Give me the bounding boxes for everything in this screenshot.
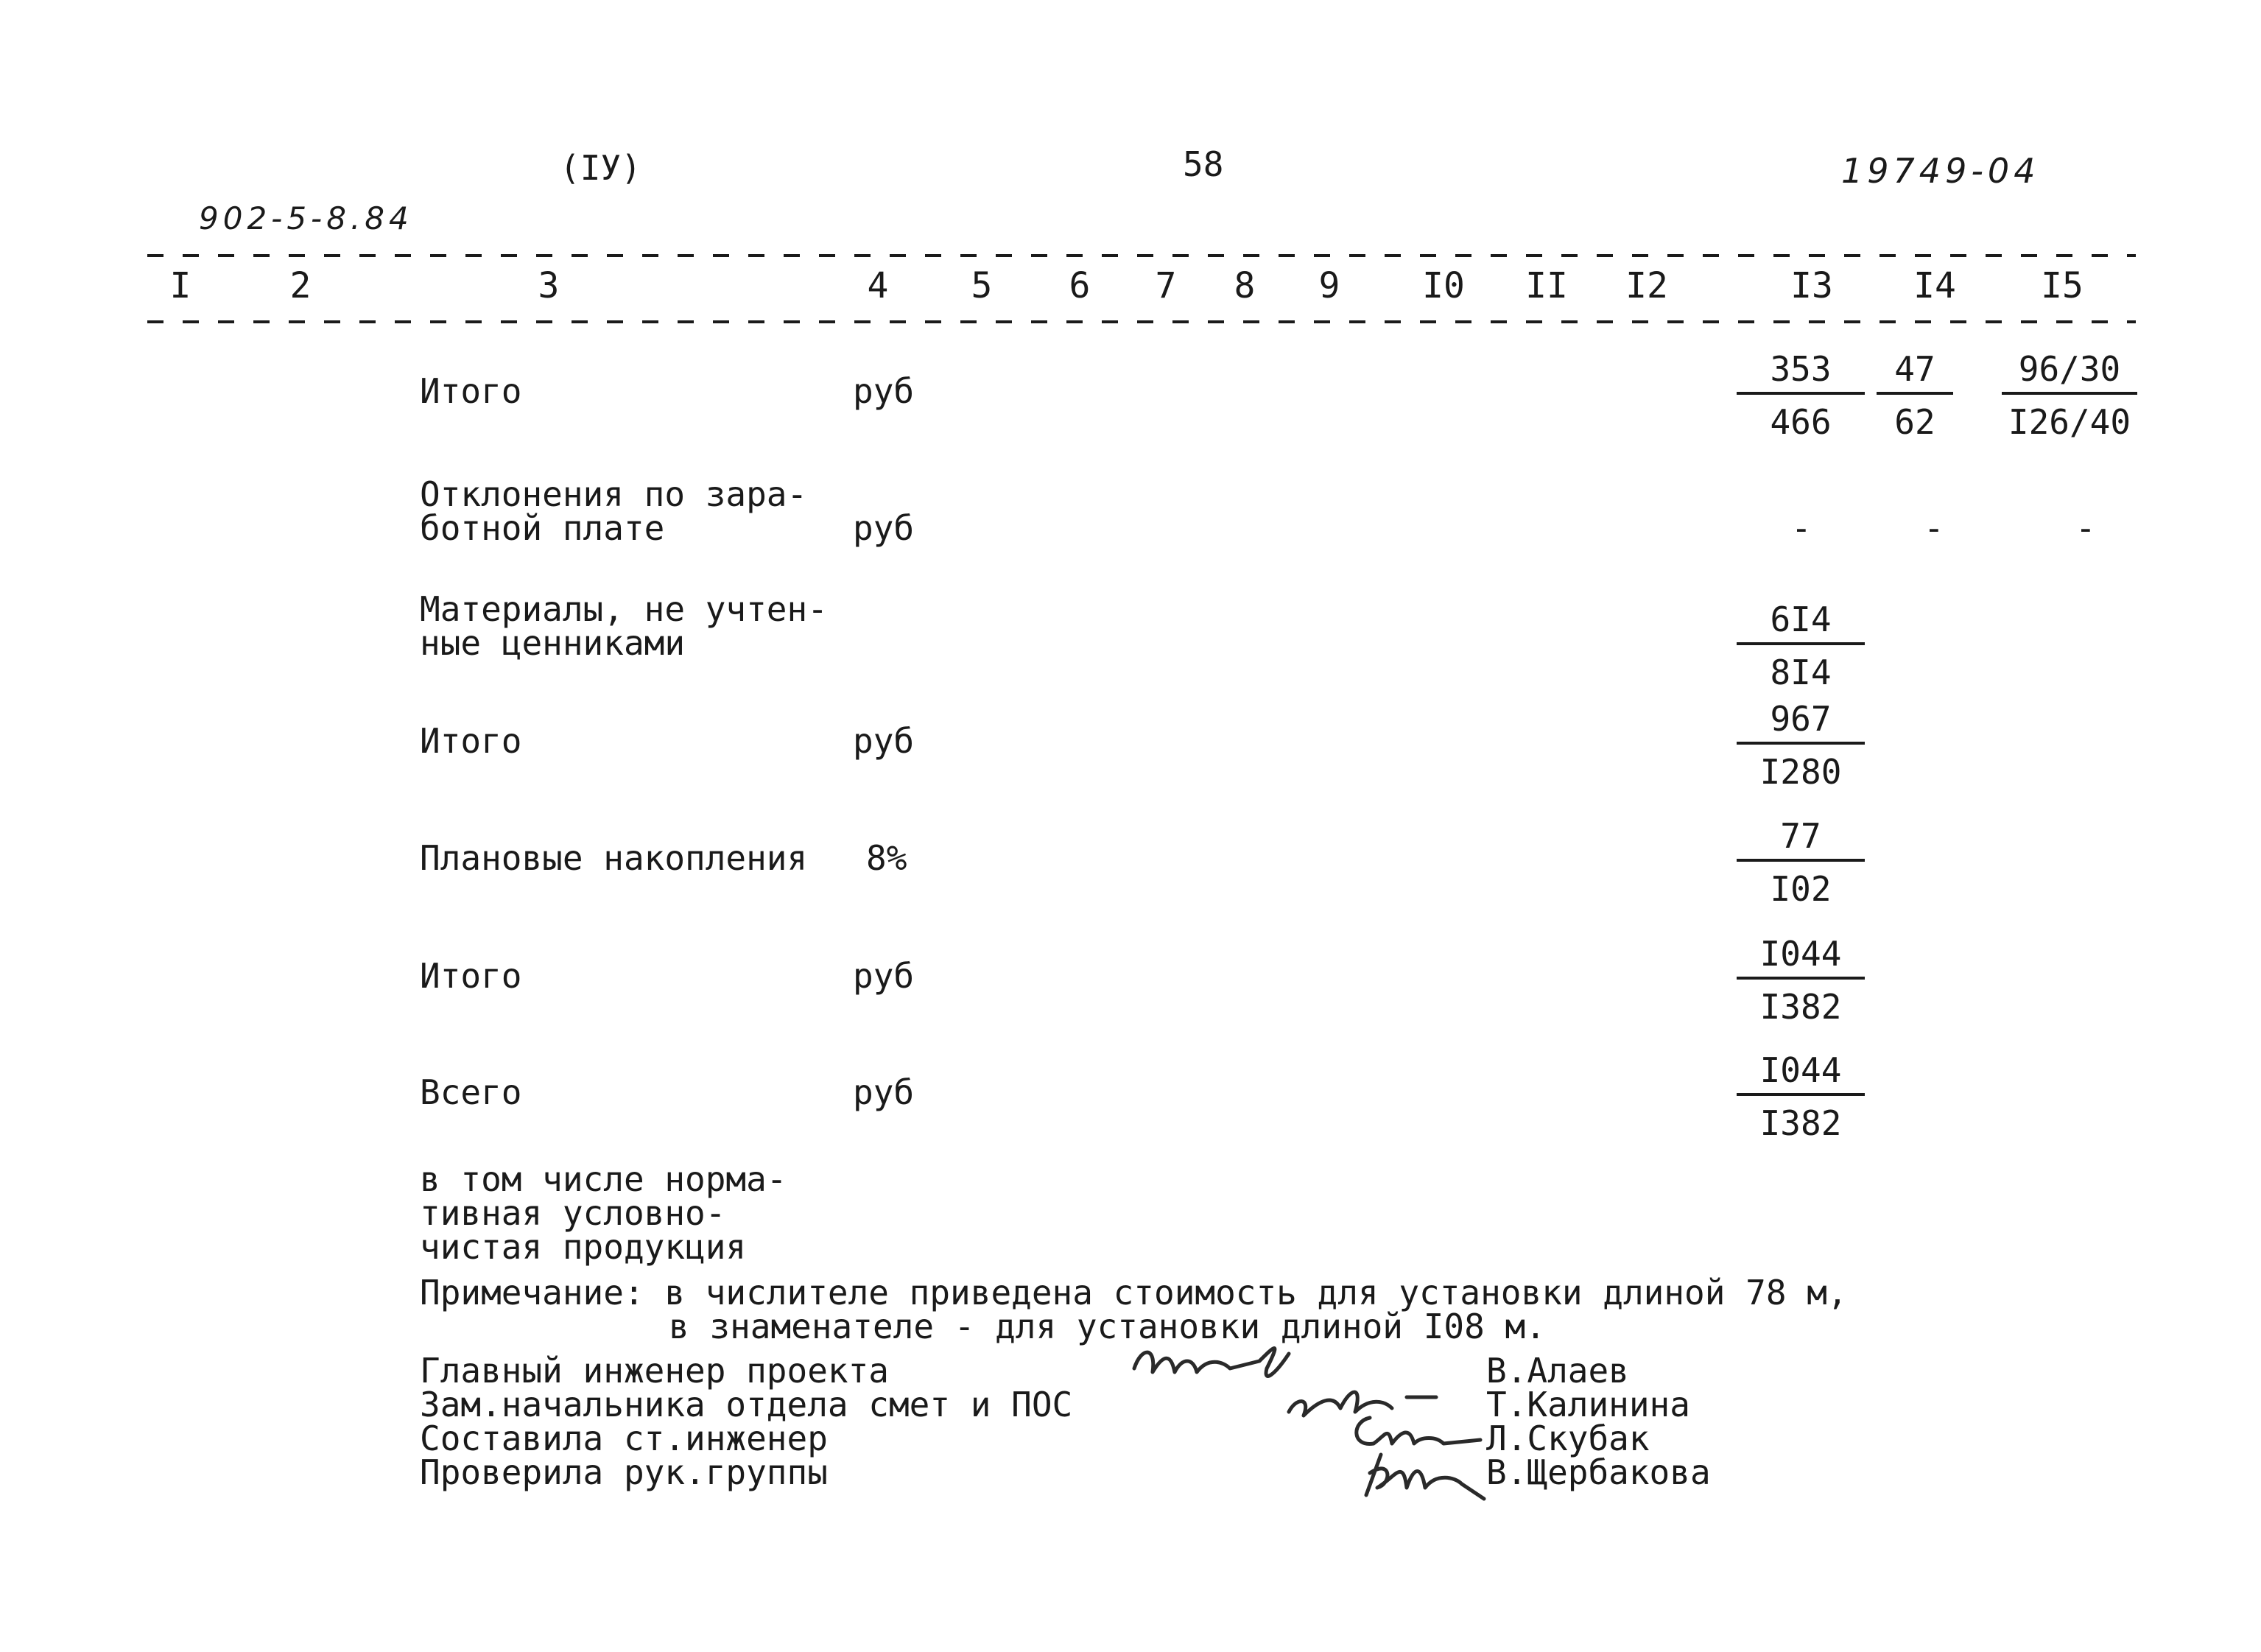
column-number: 3 <box>538 265 560 306</box>
column-number: II <box>1525 265 1568 306</box>
signature-role: Зам.начальника отдела смет и ПОС <box>420 1385 1073 1424</box>
sheet-code: (IУ) <box>560 148 641 188</box>
value-fraction-col13: $\frac{6I4}{8I4}$ <box>1723 602 1878 689</box>
top-dashed-rule <box>147 254 2136 257</box>
row-unit: руб <box>853 956 915 996</box>
note-line: Примечание: в числителе приведена стоимость для установки длиной 78 м, <box>420 1273 1848 1312</box>
row-label-deviation: Отклонения по зара- <box>420 474 808 514</box>
row-label-itogo: Итого <box>420 371 522 411</box>
column-number: 7 <box>1155 265 1177 306</box>
column-number: 6 <box>1069 265 1091 306</box>
column-number: I2 <box>1625 265 1668 306</box>
row-label-total: Всего <box>420 1072 522 1112</box>
value-fraction-col13: $\frac{353}{466}$ <box>1723 352 1878 439</box>
column-number: I4 <box>1913 265 1956 306</box>
signature-role: Проверила рук.группы <box>420 1452 828 1492</box>
value-dash-col14: - <box>1924 508 1944 548</box>
column-number: I5 <box>2041 265 2084 306</box>
including-label-cont: тивная условно- <box>420 1193 726 1233</box>
signature-role: Составила ст.инженер <box>420 1419 828 1458</box>
row-unit: 8% <box>866 838 907 878</box>
row-label-planned-savings: Плановые накопления <box>420 838 808 878</box>
signatory-name: Л.Скубак <box>1486 1419 1650 1458</box>
value-dash-col13: - <box>1791 508 1812 548</box>
row-label-materials-cont: ные ценниками <box>420 623 686 663</box>
row-unit: руб <box>853 508 915 548</box>
row-unit: руб <box>853 371 915 411</box>
column-number: 9 <box>1318 265 1340 306</box>
column-number: 4 <box>867 265 889 306</box>
bottom-dashed-rule <box>147 320 2136 323</box>
signature-role: Главный инженер проекта <box>420 1351 889 1391</box>
column-number: 5 <box>971 265 993 306</box>
value-fraction-col14: $\frac{47}{62}$ <box>1863 352 1966 439</box>
value-dash-col15: - <box>2075 508 2096 548</box>
value-fraction-col13: $\frac{I044}{I382}$ <box>1723 937 1878 1024</box>
page-number: 58 <box>1183 144 1224 184</box>
row-label-itogo: Итого <box>420 721 522 761</box>
row-label-materials: Материалы, не учтен- <box>420 589 828 629</box>
signatory-name: В.Алаев <box>1486 1351 1629 1391</box>
column-number: I <box>169 265 191 306</box>
row-unit: руб <box>853 721 915 761</box>
note-line-cont: в знаменателе - для установки длиной I08 м. <box>669 1307 1546 1346</box>
series-code: 902-5-8.84 <box>199 200 413 236</box>
value-fraction-col15: $\frac{96/30}{I26/40}$ <box>1989 352 2151 439</box>
column-number: I0 <box>1422 265 1465 306</box>
signatory-name: Т.Калинина <box>1486 1385 1690 1424</box>
column-number: 8 <box>1234 265 1256 306</box>
row-label-itogo: Итого <box>420 956 522 996</box>
value-fraction-col13: $\frac{I044}{I382}$ <box>1723 1053 1878 1140</box>
including-label: в том числе норма- <box>420 1159 787 1199</box>
row-unit: руб <box>853 1072 915 1112</box>
document-number: 19749-04 <box>1841 151 2040 191</box>
including-label-cont: чистая продукция <box>420 1227 747 1267</box>
value-fraction-col13: $\frac{77}{I02}$ <box>1723 819 1878 906</box>
handwritten-signature <box>1127 1332 1304 1398</box>
row-label-deviation-cont: ботной плате <box>420 508 665 548</box>
signatory-name: В.Щербакова <box>1486 1452 1711 1492</box>
handwritten-signature <box>1351 1444 1499 1510</box>
column-number: 2 <box>289 265 312 306</box>
column-number: I3 <box>1790 265 1833 306</box>
value-fraction-col13: $\frac{967}{I280}$ <box>1723 702 1878 789</box>
